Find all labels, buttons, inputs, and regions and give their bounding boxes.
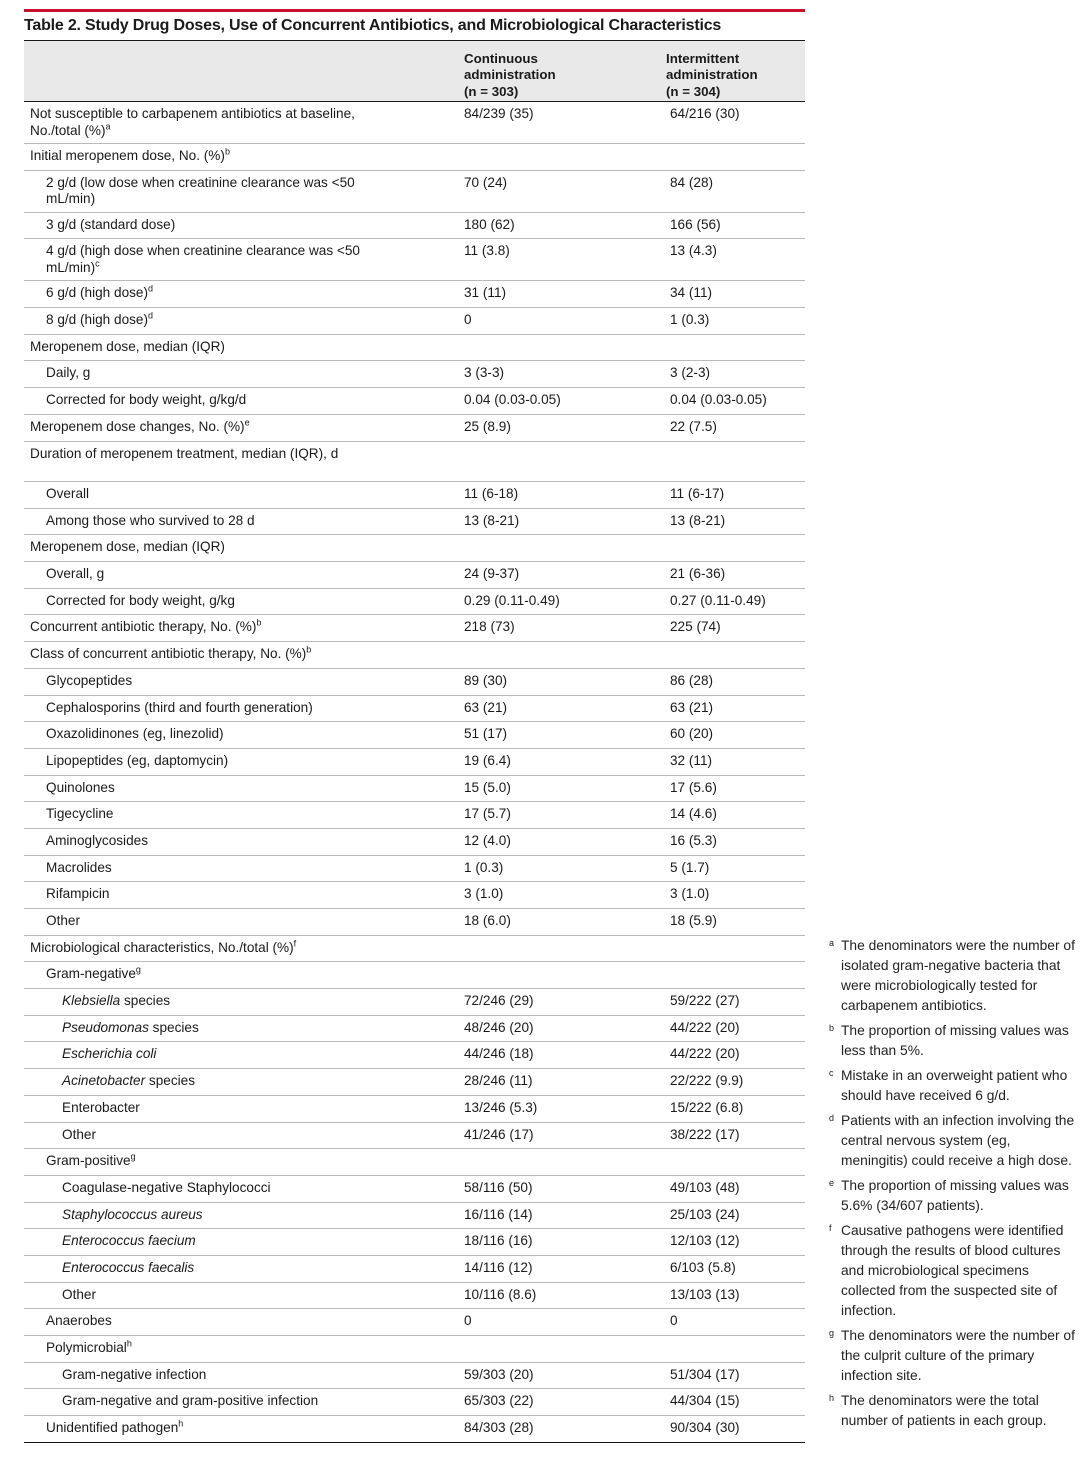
row-label-text: Pseudomonas [62, 1019, 149, 1035]
row-label-text: Among those who survived to 28 d [46, 512, 255, 528]
table-title: Table 2. Study Drug Doses, Use of Concurrent Antibiotics, and Microbiological Characteristics [24, 17, 722, 34]
table-row [24, 1069, 805, 1096]
row-label [24, 860, 464, 882]
cell-intermittent: 166 (56) [670, 216, 721, 232]
footnote-text: Patients with an infection involving the central nervous system (eg, meningitis) could receive a high dose. [841, 1113, 1075, 1168]
row-label [24, 1287, 464, 1309]
row-label-text: Not susceptible to carbapenem antibiotics at baseline, No./total (%) [30, 106, 355, 138]
row-label-text: Macrolides [46, 859, 112, 875]
cell-intermittent: 18 (5.9) [670, 913, 717, 928]
row-label [24, 940, 464, 962]
footnote-marker: c [95, 258, 100, 269]
cell-intermittent: 1 (0.3) [670, 312, 710, 328]
row-label-text: Meropenem dose changes, No. (%) [30, 418, 245, 434]
cell-continuous: 41/246 (17) [464, 1126, 534, 1142]
cell-continuous: 180 (62) [464, 216, 515, 232]
table-row [24, 482, 805, 509]
cell-continuous: 18/116 (16) [464, 1233, 533, 1249]
cell-intermittent: 14 (4.6) [670, 806, 717, 822]
cell-intermittent: 22 (7.5) [670, 418, 717, 434]
row-label [24, 566, 464, 588]
table-row [24, 1096, 805, 1123]
footnote [829, 1066, 1077, 1106]
row-label-text: Cephalosporins (third and fourth generation) [46, 699, 313, 715]
header-continuous [460, 51, 666, 102]
row-label-text: Microbiological characteristics, No./total (%) [30, 939, 294, 955]
cell-intermittent: 44/222 (20) [670, 1046, 740, 1062]
table-row [24, 388, 805, 415]
table-row [24, 776, 805, 803]
footnote-marker: b [256, 617, 262, 628]
cell-intermittent: 44/304 (15) [670, 1393, 740, 1409]
row-label-text: 2 g/d (low dose when creatinine clearance was <50 mL/min) [46, 174, 355, 207]
footnote-marker: h [126, 1338, 132, 1349]
cell-continuous: 59/303 (20) [464, 1366, 534, 1382]
cell-intermittent: 5 (1.7) [670, 859, 710, 875]
row-label [24, 1207, 464, 1229]
row-label [24, 619, 464, 641]
footnote [829, 1221, 1077, 1321]
table-row [24, 802, 805, 829]
cell-intermittent: 51/304 (17) [670, 1366, 740, 1382]
row-label-text: Gram-negative and gram-positive infection [62, 1393, 319, 1409]
cell-continuous: 16/116 (14) [464, 1206, 533, 1222]
row-label-text: Duration of meropenem treatment, median (IQR), d [30, 445, 339, 461]
footnote-marker: h [178, 1418, 184, 1429]
footnote-mark: h [829, 1393, 835, 1403]
cell-intermittent: 49/103 (48) [670, 1179, 740, 1195]
row-label [24, 148, 464, 170]
footnote-mark: b [829, 1023, 835, 1033]
table-row [24, 102, 805, 144]
row-label-text: Corrected for body weight, g/kg [46, 592, 235, 608]
footnote-marker: f [293, 938, 297, 949]
footnote [829, 1021, 1077, 1061]
table-row [24, 562, 805, 589]
table-row [24, 442, 805, 483]
footnote-text: The proportion of missing values was 5.6% (34/607 patients). [841, 1178, 1069, 1213]
footnote [829, 1391, 1077, 1431]
row-label [24, 753, 464, 775]
row-label-text: Meropenem dose, median (IQR) [30, 338, 225, 354]
table-row [24, 415, 805, 442]
row-label-text: Gram-negative infection [62, 1366, 207, 1382]
row-label-text: Polymicrobial [46, 1340, 127, 1355]
footnote [829, 936, 1077, 1016]
table-row [24, 361, 805, 388]
table-row [24, 696, 805, 723]
row-label-text: Concurrent antibiotic therapy, No. (%) [30, 619, 257, 635]
table-row [24, 1229, 805, 1256]
row-label-text: Enterobacter [62, 1099, 140, 1115]
table-row [24, 1203, 805, 1230]
row-label-text: Overall, g [46, 566, 105, 582]
cell-intermittent [670, 539, 805, 561]
row-label [24, 285, 464, 307]
row-label-text: Glycopeptides [46, 672, 133, 688]
cell-continuous: 3 (1.0) [464, 886, 504, 902]
cell-continuous [464, 539, 670, 561]
row-label-text: Anaerobes [46, 1313, 112, 1329]
cell-continuous: 0.04 (0.03-0.05) [464, 392, 561, 408]
row-label [24, 1313, 464, 1335]
header-intermittent-line2: administration [666, 67, 758, 82]
cell-intermittent: 60 (20) [670, 726, 714, 742]
row-label-text: Other [62, 1286, 96, 1302]
table-row [24, 1416, 805, 1443]
table-row [24, 1336, 805, 1363]
footnote-mark: a [829, 938, 835, 948]
cell-continuous: 13/246 (5.3) [464, 1099, 538, 1115]
cell-intermittent: 12/103 (12) [670, 1233, 740, 1249]
table-row [24, 1363, 805, 1390]
row-label-text: Enterococcus faecium [62, 1233, 196, 1249]
cell-continuous: 63 (21) [464, 699, 508, 715]
cell-continuous: 31 (11) [464, 285, 507, 301]
footnote-marker: g [130, 1151, 136, 1162]
cell-continuous: 0 [464, 312, 472, 328]
table-row [24, 669, 805, 696]
cell-continuous: 25 (8.9) [464, 418, 511, 434]
cell-intermittent: 90/304 (30) [670, 1420, 740, 1436]
row-label [24, 1367, 464, 1389]
header-continuous-line3: (n = 303) [464, 83, 519, 99]
footnote-marker: b [224, 146, 230, 157]
cell-intermittent: 59/222 (27) [670, 993, 740, 1009]
cell-intermittent [670, 1340, 805, 1362]
row-label [24, 1020, 464, 1042]
cell-continuous: 84/303 (28) [464, 1420, 534, 1436]
cell-continuous [464, 148, 670, 170]
table-body [24, 102, 805, 1443]
table-container [24, 9, 805, 1443]
table-row [24, 1309, 805, 1336]
row-label [24, 339, 464, 361]
cell-continuous: 58/116 (50) [464, 1179, 533, 1195]
footnote [829, 1176, 1077, 1216]
table-header [24, 41, 805, 102]
row-label [24, 1046, 464, 1068]
cell-intermittent: 16 (5.3) [670, 832, 717, 848]
table-row [24, 1256, 805, 1283]
row-label-text: 3 g/d (standard dose) [46, 216, 176, 232]
footnote-mark: d [829, 1113, 835, 1123]
footnote-marker: a [105, 120, 111, 131]
cell-continuous: 65/303 (22) [464, 1393, 534, 1409]
cell-intermittent: 64/216 (30) [670, 106, 740, 121]
header-intermittent-line3: (n = 304) [666, 83, 721, 99]
row-label [24, 486, 464, 508]
cell-intermittent [670, 1153, 805, 1175]
cell-intermittent: 86 (28) [670, 672, 714, 688]
row-label [24, 780, 464, 802]
table-row [24, 144, 805, 171]
table-row [24, 1389, 805, 1416]
footnote-marker: d [148, 310, 154, 321]
table-row [24, 509, 805, 536]
footnote-text: The denominators were the number of isolated gram-negative bacteria that were microbiologically tested for carbapenem antibiotics. [841, 938, 1075, 1013]
table-row [24, 856, 805, 883]
row-label [24, 1073, 464, 1095]
row-label-text: Gram-positive [46, 1153, 131, 1169]
footnote-mark: c [829, 1068, 834, 1078]
cell-continuous [464, 446, 670, 482]
footnote-marker: e [244, 417, 250, 428]
row-label [24, 646, 464, 668]
row-label [24, 966, 464, 988]
cell-continuous: 24 (9-37) [464, 566, 520, 582]
header-continuous-line2: administration [464, 67, 556, 82]
row-label [24, 243, 464, 280]
row-label-suffix: species [145, 1073, 195, 1089]
row-label [24, 312, 464, 334]
row-label-text: Oxazolidinones (eg, linezolid) [46, 726, 224, 742]
table-row [24, 281, 805, 308]
table-row [24, 239, 805, 281]
header-intermittent-line1: Intermittent [666, 50, 740, 66]
footnote-marker: b [306, 644, 312, 655]
row-label [24, 365, 464, 387]
row-label [24, 1420, 464, 1442]
row-label-text: Unidentified pathogen [46, 1420, 179, 1436]
row-label [24, 419, 464, 441]
cell-continuous: 10/116 (8.6) [464, 1286, 537, 1302]
row-label-text: 6 g/d (high dose) [46, 285, 149, 301]
row-label [24, 833, 464, 855]
row-label-text: Class of concurrent antibiotic therapy, No. (%) [30, 646, 307, 662]
row-label-text: 4 g/d (high dose when creatinine clearance was <50 mL/min) [46, 243, 360, 275]
row-label-text: Enterococcus faecalis [62, 1259, 195, 1275]
cell-intermittent: 13 (4.3) [670, 243, 717, 259]
cell-intermittent: 0.04 (0.03-0.05) [670, 392, 767, 408]
row-label [24, 513, 464, 535]
footnote-marker: g [135, 964, 141, 975]
cell-intermittent: 17 (5.6) [670, 779, 717, 795]
cell-intermittent: 13 (8-21) [670, 512, 726, 528]
cell-continuous [464, 339, 670, 361]
cell-intermittent: 13/103 (13) [670, 1286, 740, 1302]
row-label [24, 106, 464, 143]
table-row [24, 1176, 805, 1203]
row-label-text: Aminoglycosides [46, 832, 148, 848]
cell-continuous: 12 (4.0) [464, 832, 511, 848]
row-label [24, 726, 464, 748]
table-row [24, 829, 805, 856]
row-label [24, 1153, 464, 1175]
table-row [24, 989, 805, 1016]
row-label-text: 8 g/d (high dose) [46, 312, 149, 328]
cell-intermittent: 225 (74) [670, 619, 721, 635]
cell-intermittent: 44/222 (20) [670, 1019, 740, 1035]
cell-intermittent: 38/222 (17) [670, 1126, 740, 1142]
footnote-mark: f [829, 1223, 832, 1233]
table-row [24, 308, 805, 335]
row-label-text: Escherichia coli [62, 1046, 157, 1062]
row-label-text: Tigecycline [46, 806, 114, 822]
cell-intermittent [670, 339, 805, 361]
row-label-text: Meropenem dose, median (IQR) [30, 539, 225, 555]
table-row [24, 882, 805, 909]
header-continuous-line1: Continuous [464, 50, 538, 66]
footnote-text: The proportion of missing values was less than 5%. [841, 1023, 1069, 1058]
cell-intermittent: 11 (6-17) [670, 486, 725, 501]
table-row [24, 722, 805, 749]
cell-continuous: 14/116 (12) [464, 1259, 533, 1275]
cell-continuous: 11 (3.8) [464, 243, 510, 259]
cell-continuous: 218 (73) [464, 619, 515, 635]
footnote-text: The denominators were the total number of patients in each group. [841, 1393, 1047, 1428]
table-row [24, 213, 805, 240]
footnote [829, 1111, 1077, 1171]
footnote-text: Causative pathogens were identified through the results of blood cultures and microbiological specimens collected from the suspected site of infection. [841, 1223, 1064, 1318]
cell-continuous [464, 966, 670, 988]
cell-continuous: 48/246 (20) [464, 1019, 534, 1035]
row-label [24, 700, 464, 722]
footnote-text: The denominators were the number of the culprit culture of the primary infection site. [841, 1328, 1075, 1383]
cell-continuous: 70 (24) [464, 174, 508, 190]
footnotes [829, 936, 1077, 1436]
table-row [24, 615, 805, 642]
row-label [24, 593, 464, 615]
cell-continuous: 0 [464, 1313, 472, 1329]
cell-intermittent: 3 (1.0) [670, 886, 710, 902]
table-row [24, 642, 805, 669]
cell-continuous: 19 (6.4) [464, 752, 511, 768]
cell-continuous: 72/246 (29) [464, 993, 534, 1009]
footnote [829, 1326, 1077, 1386]
row-label [24, 806, 464, 828]
cell-intermittent: 3 (2-3) [670, 365, 711, 381]
cell-continuous: 13 (8-21) [464, 512, 520, 528]
cell-intermittent [670, 646, 805, 668]
cell-intermittent: 84 (28) [670, 174, 714, 190]
row-label [24, 539, 464, 561]
cell-intermittent: 34 (11) [670, 285, 713, 301]
cell-continuous: 11 (6-18) [464, 486, 519, 501]
table-row [24, 1283, 805, 1310]
cell-continuous [464, 1340, 670, 1362]
cell-intermittent: 32 (11) [670, 752, 713, 768]
table-row [24, 1123, 805, 1150]
row-label-text: Acinetobacter [62, 1073, 146, 1089]
cell-intermittent: 6/103 (5.8) [670, 1259, 736, 1275]
cell-continuous: 18 (6.0) [464, 913, 511, 928]
row-label-text: Initial meropenem dose, No. (%) [30, 148, 225, 163]
cell-intermittent: 63 (21) [670, 699, 714, 715]
cell-intermittent [670, 446, 805, 482]
cell-intermittent [670, 148, 805, 170]
cell-continuous [464, 1153, 670, 1175]
row-label-text: Klebsiella [62, 993, 121, 1009]
table-row [24, 962, 805, 989]
row-label-text: Quinolones [46, 779, 115, 795]
row-label [24, 392, 464, 414]
cell-intermittent: 15/222 (6.8) [670, 1099, 744, 1115]
table-row [24, 1016, 805, 1043]
row-label-text: Gram-negative [46, 966, 136, 982]
row-label [24, 1233, 464, 1255]
row-label [24, 1393, 464, 1415]
row-label [24, 1100, 464, 1122]
row-label-text: Other [46, 913, 80, 928]
row-label-suffix: species [148, 1019, 199, 1035]
row-label [24, 1127, 464, 1149]
table-row [24, 335, 805, 362]
footnote-marker: d [148, 283, 154, 294]
cell-continuous: 17 (5.7) [464, 806, 511, 822]
row-label [24, 1180, 464, 1202]
cell-continuous: 84/239 (35) [464, 106, 534, 121]
row-label-suffix: species [120, 993, 171, 1009]
row-label [24, 993, 464, 1015]
row-label [24, 217, 464, 239]
row-label [24, 175, 464, 212]
row-label [24, 1340, 464, 1362]
table-row [24, 1042, 805, 1069]
row-label [24, 886, 464, 908]
footnote-text: Mistake in an overweight patient who should have received 6 g/d. [841, 1068, 1068, 1103]
row-label-text: Corrected for body weight, g/kg/d [46, 392, 247, 408]
cell-intermittent [670, 966, 805, 988]
row-label-text: Rifampicin [46, 886, 110, 902]
cell-continuous: 15 (5.0) [464, 779, 511, 795]
cell-intermittent: 0.27 (0.11-0.49) [670, 592, 766, 608]
cell-continuous: 0.29 (0.11-0.49) [464, 592, 560, 608]
table-row [24, 1149, 805, 1176]
row-label [24, 913, 464, 935]
cell-continuous: 28/246 (11) [464, 1073, 533, 1089]
row-label-text: Staphylococcus aureus [62, 1206, 203, 1222]
table-row [24, 589, 805, 616]
cell-continuous [464, 940, 670, 962]
row-label-text: Overall [46, 486, 90, 501]
cell-continuous: 51 (17) [464, 726, 508, 742]
cell-intermittent: 21 (6-36) [670, 566, 726, 582]
row-label-text: Daily, g [46, 365, 91, 381]
row-label-text: Coagulase-negative Staphylococci [62, 1179, 271, 1195]
footnote-mark: e [829, 1178, 835, 1188]
row-label [24, 673, 464, 695]
cell-continuous: 3 (3-3) [464, 365, 505, 381]
table-row [24, 749, 805, 776]
cell-continuous: 1 (0.3) [464, 859, 504, 875]
table-row [24, 535, 805, 562]
cell-intermittent: 0 [670, 1313, 678, 1329]
cell-continuous: 89 (30) [464, 672, 508, 688]
header-intermittent [666, 51, 805, 102]
table-row [24, 171, 805, 213]
cell-continuous [464, 646, 670, 668]
cell-intermittent: 25/103 (24) [670, 1206, 740, 1222]
row-label-text: Lipopeptides (eg, daptomycin) [46, 752, 229, 768]
row-label [24, 446, 464, 482]
table-row [24, 909, 805, 936]
table-row [24, 936, 805, 963]
row-label-text: Other [62, 1126, 96, 1142]
footnote-mark: g [829, 1328, 835, 1338]
cell-intermittent [670, 940, 805, 962]
cell-intermittent: 22/222 (9.9) [670, 1073, 744, 1089]
cell-continuous: 44/246 (18) [464, 1046, 534, 1062]
row-label [24, 1260, 464, 1282]
